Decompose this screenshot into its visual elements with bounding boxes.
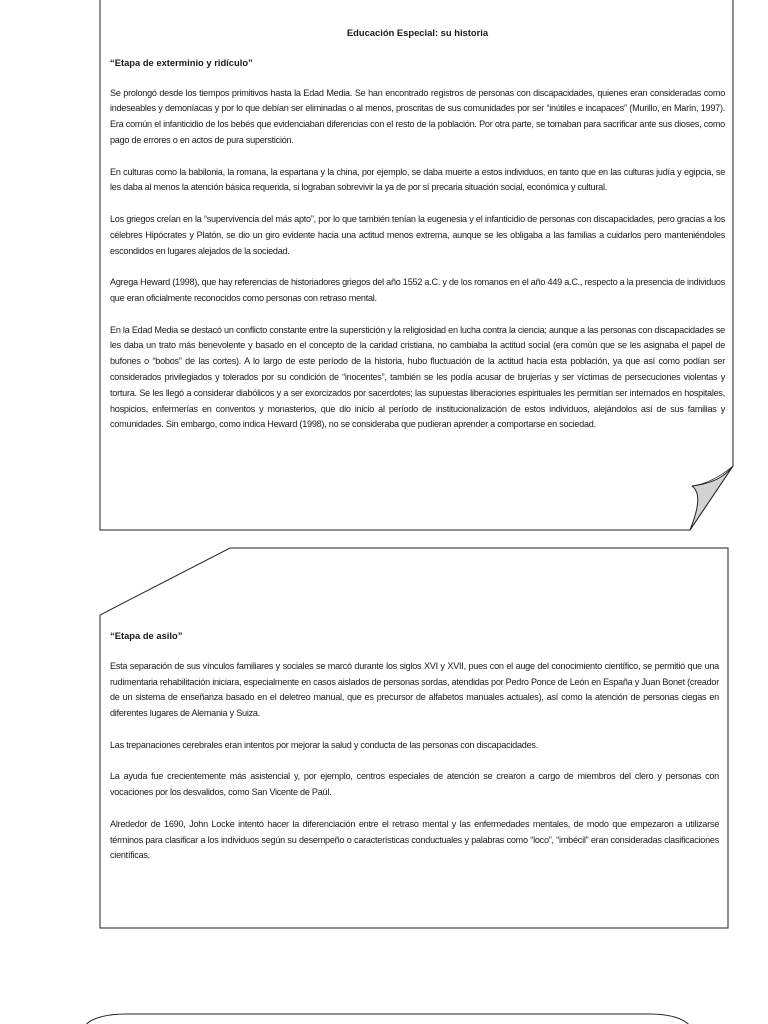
paragraph: Los griegos creían en la “supervivencia del más apto”, por lo que también tenían la eugenesia y el infanticidio de personas con discapacidades, pero gracias a los célebres Hipócrates y Platón, se dio un giro evidente hacia una actitud menos extrema, aunque se les obligaba a las familias a cuidarlos pero manteniéndoles escondidos en lugares alejados de la sociedad.: [110, 213, 725, 256]
paragraph: Las trepanaciones cerebrales eran intentos por mejorar la salud y conducta de las personas con discapacidades.: [110, 739, 538, 750]
section-heading-asilo: “Etapa de asilo”: [110, 630, 183, 641]
frame-3-border: [85, 1014, 690, 1024]
paragraph: Esta separación de sus vínculos familiares y sociales se marcó durante los siglos XVI y XVII, pues con el auge del conocimiento científico, se permitió que una rudimentaria rehabilitación iniciara, especialmente en casos aislados de personas sordas, atendidas por Pedro Ponce de León en España y Juan Bonet (creador de un sistema de enseñanza basado en el deletreo manual, que es precursor de alfabetos manuales actuales), así como la atención de personas ciegas en diferentes lugares de Alemania y Suiza.: [110, 660, 719, 719]
paragraph: La ayuda fue crecientemente más asistencial y, por ejemplo, centros especiales de atención se crearon a cargo de miembros del clero y personas con vocaciones por los desvalidos, como San Vicente de Paúl.: [110, 771, 719, 798]
section-asilo: [110, 628, 719, 880]
section-heading-exterminio: “Etapa de exterminio y ridículo”: [110, 56, 253, 68]
document-title: Educación Especial: su historia: [346, 27, 489, 38]
paragraph: Alrededor de 1690, John Locke intentó hacer la diferenciación entre el retraso mental y las enfermedades mentales, de modo que empezaron a utilizarse términos para clasificar a los individuos según su desempeño o características conductuales y palabras como “loco”, “imbécil” eran consideradas clasificaciones científicas.: [110, 818, 719, 861]
paragraph: En culturas como la babilonia, la romana, la espartana y la china, por ejemplo, se daba muerte a estos individuos, en tanto que en las culturas judía y egipcia, se les daba al menos la atención básica requerida, si lograban sobrevivir la ya de por sí precaria situación social, económica y cultural.: [110, 166, 725, 193]
section-exterminio: [110, 25, 725, 449]
page-curl-shape: [690, 466, 733, 530]
paragraph: Agrega Heward (1998), que hay referencias de historiadores griegos del año 1552 a.C. y de los romanos en el año 449 a.C., respecto a la presencia de individuos que eran oficialmente reconocidos como personas con retraso mental.: [110, 277, 725, 303]
paragraph: En la Edad Media se destacó un conflicto constante entre la superstición y la religiosidad en lucha contra la ciencia; aunque a las personas con discapacidades se les daba un trato más benevolente y basado en el concepto de la caridad cristiana, no cambiaba la actitud social (era común que se les asignaba el papel de bufones o “bobos” de las cortes). A lo largo de este período de la historia, hubo fluctuación de la actitud hacia esta población, ya que así como podían ser considerados privilegiados y tolerados por su condición de “inocentes”, también se les podía acusar de brujerías y ser víctimas de persecuciones violentas y tortura. Se les llegó a considerar diabólicos y a ser exorcizados por sacerdotes; las supuestas liberaciones espirituales les permitían ser internados en hospitales, hospicios, enfermerías en conventos y monasterios, que dio inicio al período de institucionalización de estos individuos, alejándolos así de sus familias y comunidades. Sin embargo, como indica Heward (1998), no se consideraba que pudieran aprender a comportarse en sociedad.: [110, 324, 725, 430]
paragraph: Se prolongó desde los tiempos primitivos hasta la Edad Media. Se han encontrado registros de personas con discapacidades, quienes eran consideradas como indeseables y demoníacas y por lo que debían ser eliminadas o al menos, proscritas de sus comunidades por ser “inútiles e incapaces” (Murillo, en Marín, 1997). Era común el infanticidio de los bebés que evidenciaban diferencias con el resto de la población. Por otra parte, se tomaban para sacrificar ante sus dioses, como pago de errores o en actos de pura superstición.: [110, 87, 725, 145]
